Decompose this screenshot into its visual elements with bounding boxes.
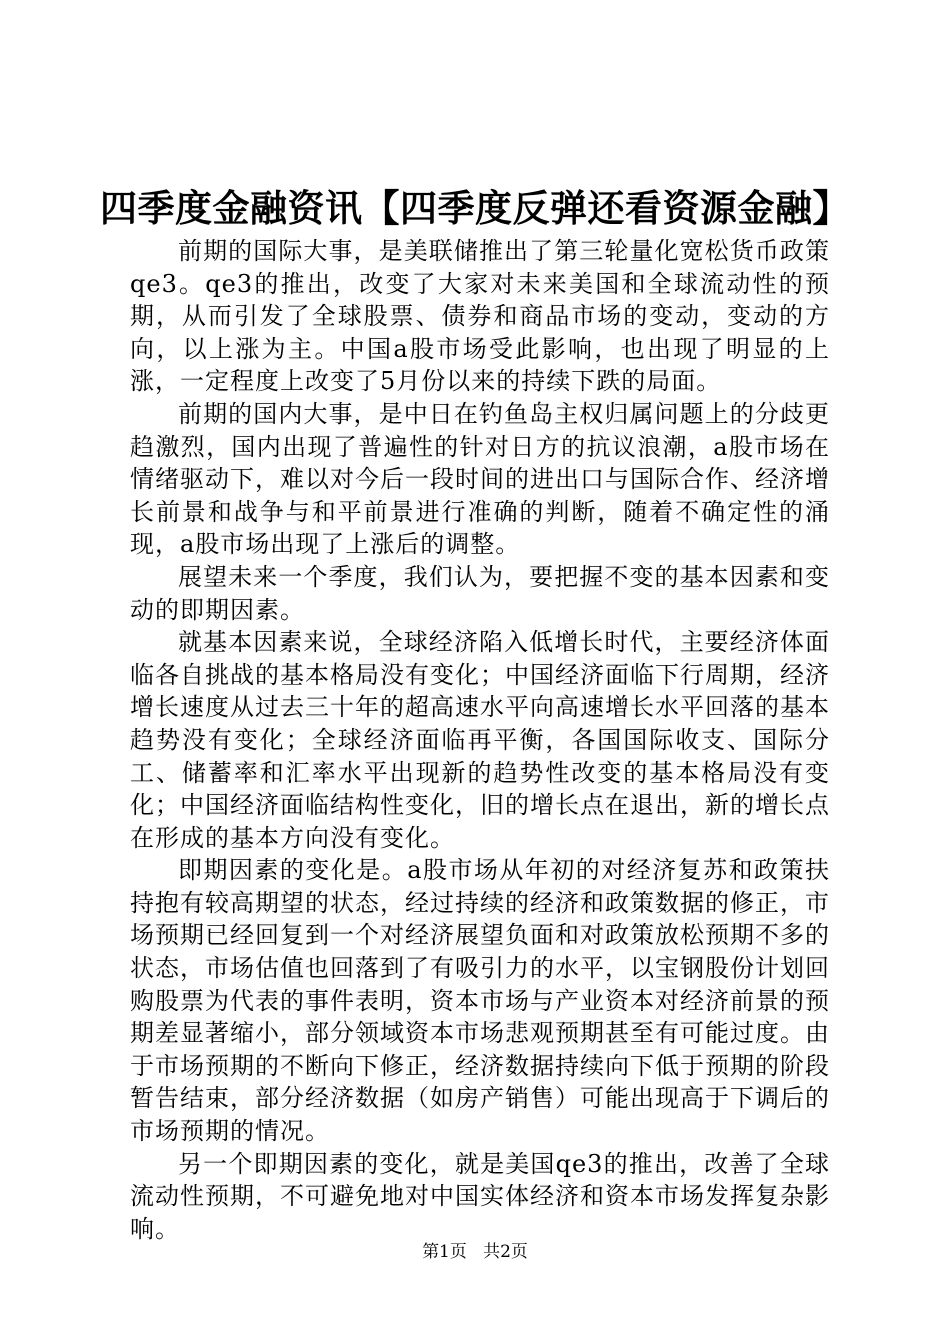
document-title: 四季度金融资讯【四季度反弹还看资源金融】 xyxy=(100,187,850,230)
paragraph: 就基本因素来说，全球经济陷入低增长时代，主要经济体面临各自挑战的基本格局没有变化；中国经济面临下行周期，经济增长速度从过去三十年的超高速水平向高速增长水平回落的基本趋势没有变化；全球经济面临再平衡，各国国际收支、国际分工、储蓄率和汇率水平出现新的趋势性改变的基本格局没有变化；中国经济面临结构性变化，旧的增长点在退出，新的增长点在形成的基本方向没有变化。 xyxy=(130,628,830,852)
page-total: 共2页 xyxy=(483,1242,528,1262)
document-body xyxy=(130,235,830,1245)
paragraph: 展望未来一个季度，我们认为，要把握不变的基本因素和变动的即期因素。 xyxy=(130,562,830,624)
paragraph: 另一个即期因素的变化，就是美国qe3的推出，改善了全球流动性预期，不可避免地对中国实体经济和资本市场发挥复杂影响。 xyxy=(130,1149,830,1243)
paragraph: 前期的国内大事，是中日在钓鱼岛主权归属问题上的分歧更趋激烈，国内出现了普遍性的针对日方的抗议浪潮，a股市场在情绪驱动下，难以对今后一段时间的进出口与国际合作、经济增长前景和战争与和平前景进行准确的判断，随着不确定性的涌现，a股市场出现了上涨后的调整。 xyxy=(130,399,830,559)
page-number: 第1页 xyxy=(422,1242,467,1262)
paragraph: 即期因素的变化是。a股市场从年初的对经济复苏和政策扶持抱有较高期望的状态，经过持续的经济和政策数据的修正，市场预期已经回复到一个对经济展望负面和对政策放松预期不多的状态，市场估值也回落到了有吸引力的水平，以宝钢股份计划回购股票为代表的事件表明，资本市场与产业资本对经济前景的预期差显著缩小，部分领域资本市场悲观预期甚至有可能过度。由于市场预期的不断向下修正，经济数据持续向下低于预期的阶段暂告结束，部分经济数据（如房产销售）可能出现高于下调后的市场预期的情况。 xyxy=(130,856,830,1146)
paragraph: 前期的国际大事，是美联储推出了第三轮量化宽松货币政策qe3。qe3的推出，改变了大家对未来美国和全球流动性的预期，从而引发了全球股票、债券和商品市场的变动，变动的方向，以上涨为主。中国a股市场受此影响，也出现了明显的上涨，一定程度上改变了5月份以来的持续下跌的局面。 xyxy=(130,237,830,396)
page-footer xyxy=(0,1240,950,1264)
